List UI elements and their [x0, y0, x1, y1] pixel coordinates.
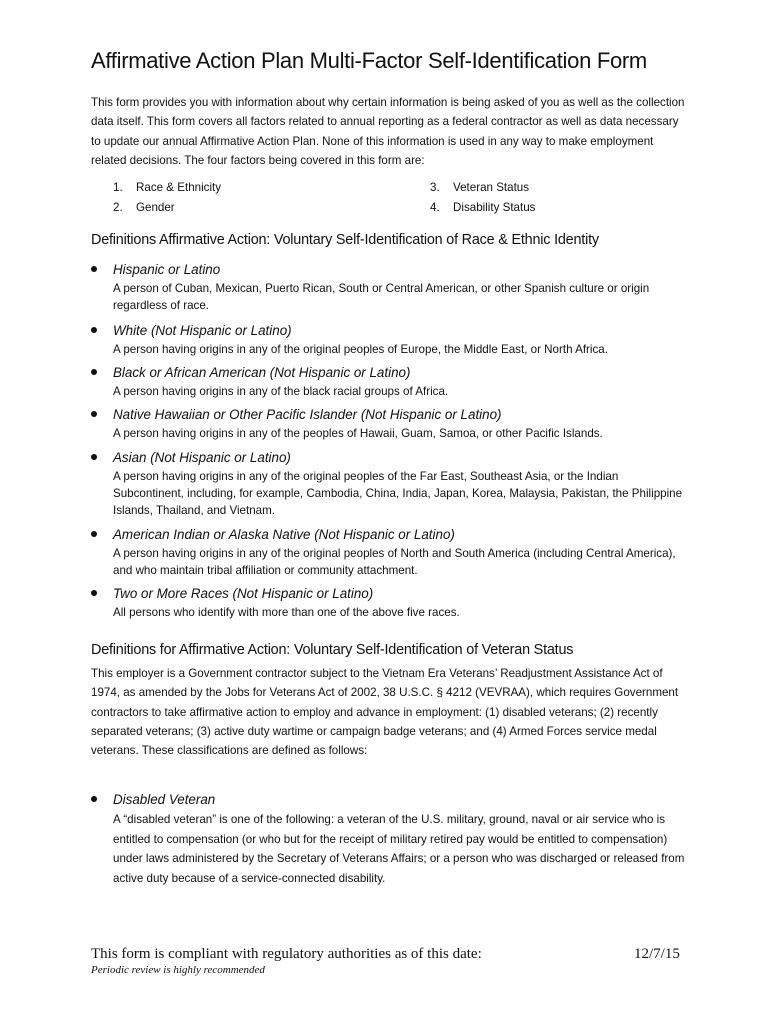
bullet-icon	[91, 796, 97, 802]
factor-label: Disability Status	[453, 200, 536, 214]
definition-text: A person having origins in any of the original peoples of North and South America (including Central America), and who maintain tribal affiliation or community attachment.	[113, 547, 676, 577]
list-item	[91, 447, 691, 519]
definition-text: A person of Cuban, Mexican, Puerto Rican, South or Central American, or other Spanish culture or origin regardless of race.	[113, 282, 650, 312]
factor-label: Gender	[136, 200, 175, 214]
footer-note: Periodic review is highly recommended	[91, 964, 265, 976]
factor-item	[113, 178, 221, 198]
veteran-definition-list	[91, 789, 691, 888]
definition-term: White (Not Hispanic or Latino)	[113, 323, 292, 338]
footer-compliance-text: This form is compliant with regulatory authorities as of this date:	[91, 946, 482, 962]
race-definition-list	[91, 259, 691, 621]
list-item	[91, 789, 691, 888]
intro-paragraph: This form provides you with information about why certain information is being asked of you as well as the collection data itself. This form covers all factors related to annual reporting as a federal contractor as well as data necessary to update our annual Affirmative Action Plan. None of this information is used in any way to make employment related decisions. The four factors being covered in this form are:	[91, 96, 685, 167]
factor-number: 4.	[430, 200, 440, 214]
definition-text: All persons who identify with more than one of the above five races.	[113, 606, 460, 619]
definition-term: Native Hawaiian or Other Pacific Islander (Not Hispanic or Latino)	[113, 407, 502, 422]
definition-text: A person having origins in any of the peoples of Hawaii, Guam, Samoa, or other Pacific Islands.	[113, 427, 603, 440]
definition-text: A person having origins in any of the original peoples of the Far East, Southeast Asia, or the Indian Subcontinent, including, for example, Cambodia, China, India, Japan, Korea, Malaysia, Pakistan, the Philippine Islands, Thailand, and Vietnam.	[113, 470, 683, 517]
definition-term: Disabled Veteran	[113, 792, 216, 807]
bullet-icon	[91, 266, 97, 272]
list-item	[91, 524, 691, 579]
list-item	[91, 362, 691, 400]
factor-column-right	[430, 178, 535, 217]
factor-number: 1.	[113, 181, 123, 194]
veteran-intro-paragraph: This employer is a Government contractor subject to the Vietnam Era Veterans’ Readjustment Assistance Act of 1974, as amended by the Jobs for Veterans Act of 2002, 38 U.S.C. § 4212 (VEVRAA), which requires Government contractors to take affirmative action to employ and advance in employment: (1) disabled veterans; (2) recently separated veterans; (3) active duty wartime or campaign badge veterans; and (4) Armed Forces service medal veterans. These classifications are defined as follows:	[91, 667, 679, 758]
bullet-icon	[91, 327, 97, 333]
definition-text: A person having origins in any of the original peoples of Europe, the Middle East, or North Africa.	[113, 343, 608, 356]
factor-number: 2.	[113, 200, 123, 214]
factor-label: Race & Ethnicity	[136, 181, 222, 194]
race-section-heading: Definitions Affirmative Action: Voluntary Self-Identification of Race & Ethnic Identity	[91, 232, 599, 248]
definition-text: A “disabled veteran” is one of the following: a veteran of the U.S. military, ground, naval or air service who is entitled to compensation (or who but for the receipt of military retired pay would be entitled to compensation) under laws administered by the Secretary of Veterans Affairs; or a person who was discharged or released from active duty because of a service-connected disability.	[113, 813, 685, 885]
definition-term: Two or More Races (Not Hispanic or Latino)	[113, 586, 374, 601]
bullet-icon	[91, 590, 97, 596]
definition-term: American Indian or Alaska Native (Not Hispanic or Latino)	[113, 527, 455, 542]
definition-term: Hispanic or Latino	[113, 262, 221, 277]
footer-date: 12/7/15	[634, 946, 680, 962]
page-title: Affirmative Action Plan Multi-Factor Self-Identification Form	[91, 48, 647, 73]
factor-item	[113, 198, 221, 218]
definition-term: Black or African American (Not Hispanic or Latino)	[113, 365, 411, 380]
factor-label: Veteran Status	[453, 181, 530, 194]
veteran-section-heading: Definitions for Affirmative Action: Voluntary Self-Identification of Veteran Status	[91, 642, 574, 658]
factor-item	[430, 178, 535, 198]
factor-item	[430, 198, 535, 218]
definition-text: A person having origins in any of the black racial groups of Africa.	[113, 385, 449, 398]
list-item	[91, 320, 691, 358]
list-item	[91, 404, 691, 442]
factor-number: 3.	[430, 181, 440, 194]
list-item	[91, 583, 691, 621]
bullet-icon	[91, 369, 97, 375]
bullet-icon	[91, 531, 97, 537]
list-item	[91, 259, 691, 314]
bullet-icon	[91, 454, 97, 460]
definition-term: Asian (Not Hispanic or Latino)	[113, 450, 291, 465]
bullet-icon	[91, 411, 97, 417]
factor-column-left	[113, 178, 221, 217]
